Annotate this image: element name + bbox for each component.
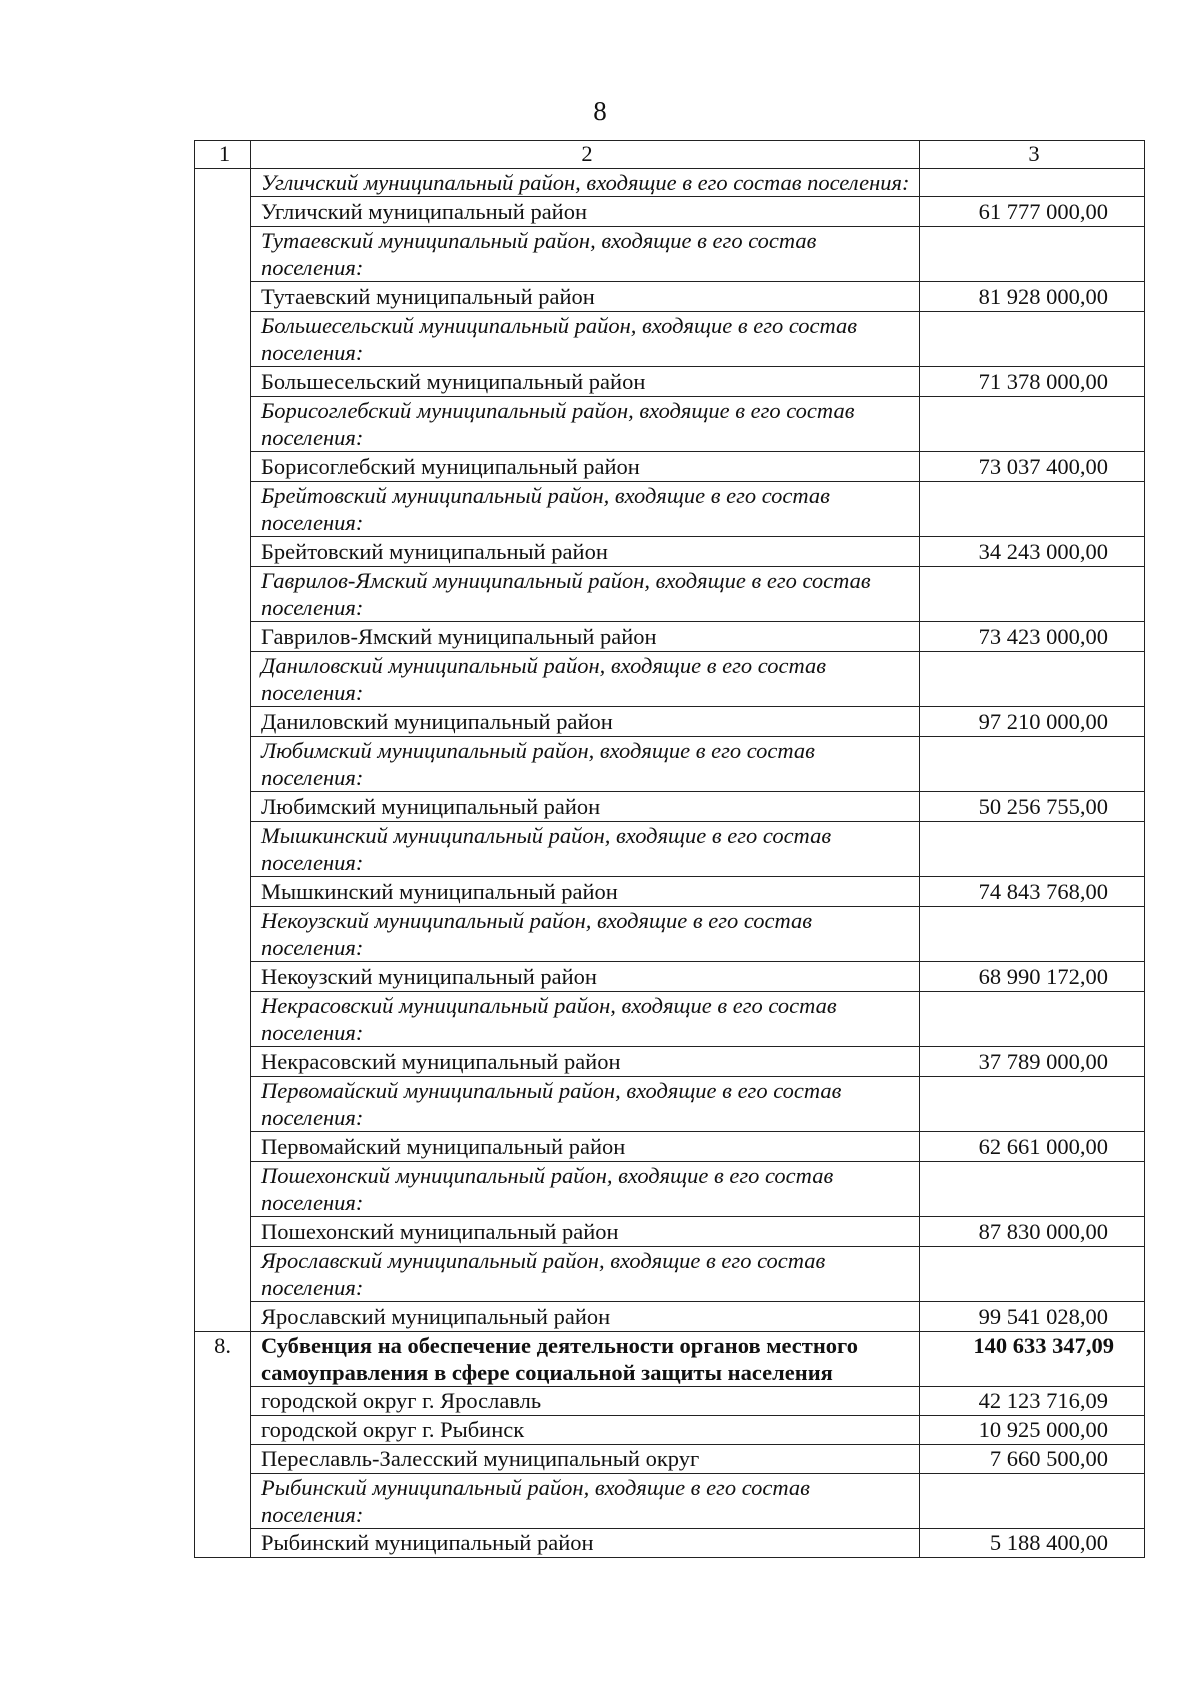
row-label: Мышкинский муниципальный район <box>251 877 920 907</box>
row-label: Переславль-Залесский муниципальный округ <box>251 1445 920 1474</box>
row-amount <box>920 1162 1145 1217</box>
table-row <box>195 1217 1145 1247</box>
table-row <box>195 452 1145 482</box>
page-number: 8 <box>593 96 607 126</box>
table-row <box>195 707 1145 737</box>
table-row <box>195 962 1145 992</box>
row-amount: 61 777 000,00 <box>920 197 1145 227</box>
row-amount: 97 210 000,00 <box>920 707 1145 737</box>
row-label: Некоузский муниципальный район <box>251 962 920 992</box>
row-label: Борисоглебский муниципальный район <box>251 452 920 482</box>
row-amount <box>920 992 1145 1047</box>
row-amount: 73 037 400,00 <box>920 452 1145 482</box>
row-label: Брейтовский муниципальный район, входящие в его состав поселения: <box>251 482 920 537</box>
row-label: Мышкинский муниципальный район, входящие в его состав поселения: <box>251 822 920 877</box>
row-number-cell <box>195 169 251 1332</box>
row-label: городской округ г. Ярославль <box>251 1387 920 1416</box>
section-total: 140 633 347,09 <box>920 1332 1145 1387</box>
row-amount <box>920 822 1145 877</box>
row-label: Брейтовский муниципальный район <box>251 537 920 567</box>
table-row <box>195 622 1145 652</box>
row-label: Тутаевский муниципальный район, входящие в его состав поселения: <box>251 227 920 282</box>
row-label: Ярославский муниципальный район, входящие в его состав поселения: <box>251 1247 920 1302</box>
table-row <box>195 792 1145 822</box>
row-label: Даниловский муниципальный район, входящие в его состав поселения: <box>251 652 920 707</box>
row-label: Гаврилов-Ямский муниципальный район, входящие в его состав поселения: <box>251 567 920 622</box>
table-row <box>195 1077 1145 1132</box>
row-label: Первомайский муниципальный район, входящие в его состав поселения: <box>251 1077 920 1132</box>
row-label: Большесельский муниципальный район <box>251 367 920 397</box>
table-row <box>195 227 1145 282</box>
section-number: 8. <box>214 1333 231 1358</box>
section-number-cell <box>195 1332 251 1558</box>
row-label: Некрасовский муниципальный район, входящие в его состав поселения: <box>251 992 920 1047</box>
row-amount <box>920 652 1145 707</box>
table-row <box>195 1416 1145 1445</box>
row-label: Пошехонский муниципальный район <box>251 1217 920 1247</box>
row-label: Любимский муниципальный район, входящие в его состав поселения: <box>251 737 920 792</box>
row-label: Пошехонский муниципальный район, входящие в его состав поселения: <box>251 1162 920 1217</box>
table-row <box>195 1445 1145 1474</box>
row-amount: 74 843 768,00 <box>920 877 1145 907</box>
row-amount: 87 830 000,00 <box>920 1217 1145 1247</box>
row-amount: 50 256 755,00 <box>920 792 1145 822</box>
table-row <box>195 1162 1145 1217</box>
row-label: Ярославский муниципальный район <box>251 1302 920 1332</box>
table-row <box>195 1474 1145 1529</box>
row-amount <box>920 737 1145 792</box>
row-amount: 71 378 000,00 <box>920 367 1145 397</box>
row-amount: 62 661 000,00 <box>920 1132 1145 1162</box>
row-label: Некоузский муниципальный район, входящие в его состав поселения: <box>251 907 920 962</box>
table-row <box>195 907 1145 962</box>
row-label: Первомайский муниципальный район <box>251 1132 920 1162</box>
table-row <box>195 1387 1145 1416</box>
column-header-1: 1 <box>195 141 251 169</box>
table-row <box>195 992 1145 1047</box>
row-amount: 99 541 028,00 <box>920 1302 1145 1332</box>
table-row <box>195 822 1145 877</box>
table-row <box>195 1247 1145 1302</box>
row-label: Гаврилов-Ямский муниципальный район <box>251 622 920 652</box>
budget-table <box>194 140 1145 1558</box>
table-row <box>195 652 1145 707</box>
row-amount <box>920 397 1145 452</box>
row-label: Некрасовский муниципальный район <box>251 1047 920 1077</box>
row-amount: 10 925 000,00 <box>920 1416 1145 1445</box>
table-row <box>195 1132 1145 1162</box>
table-row <box>195 169 1145 197</box>
row-amount <box>920 482 1145 537</box>
row-label: Тутаевский муниципальный район <box>251 282 920 312</box>
row-amount: 7 660 500,00 <box>920 1445 1145 1474</box>
table-row <box>195 282 1145 312</box>
table-row <box>195 397 1145 452</box>
row-amount <box>920 567 1145 622</box>
row-label: Даниловский муниципальный район <box>251 707 920 737</box>
row-amount: 34 243 000,00 <box>920 537 1145 567</box>
row-label: городской округ г. Рыбинск <box>251 1416 920 1445</box>
row-amount: 81 928 000,00 <box>920 282 1145 312</box>
row-label: Угличский муниципальный район, входящие в его состав поселения: <box>251 169 920 197</box>
row-label: Угличский муниципальный район <box>251 197 920 227</box>
row-amount <box>920 1474 1145 1529</box>
table-row <box>195 312 1145 367</box>
row-amount <box>920 1247 1145 1302</box>
row-amount <box>920 1077 1145 1132</box>
row-amount: 5 188 400,00 <box>920 1529 1145 1558</box>
table-row <box>195 367 1145 397</box>
row-label: Борисоглебский муниципальный район, входящие в его состав поселения: <box>251 397 920 452</box>
row-label: Большесельский муниципальный район, входящие в его состав поселения: <box>251 312 920 367</box>
section-row <box>195 1332 1145 1387</box>
row-amount: 73 423 000,00 <box>920 622 1145 652</box>
row-amount: 68 990 172,00 <box>920 962 1145 992</box>
table-row <box>195 1529 1145 1558</box>
table-row <box>195 537 1145 567</box>
row-amount <box>920 312 1145 367</box>
column-header-3: 3 <box>920 141 1145 169</box>
row-amount <box>920 169 1145 197</box>
table-header-row <box>195 141 1145 169</box>
table-row <box>195 877 1145 907</box>
row-label: Рыбинский муниципальный район <box>251 1529 920 1558</box>
table-row <box>195 737 1145 792</box>
row-label: Рыбинский муниципальный район, входящие в его состав поселения: <box>251 1474 920 1529</box>
table-row <box>195 197 1145 227</box>
row-label: Любимский муниципальный район <box>251 792 920 822</box>
section-title: Субвенция на обеспечение деятельности органов местного самоуправления в сфере социальной защиты населения <box>251 1332 920 1387</box>
row-amount: 37 789 000,00 <box>920 1047 1145 1077</box>
table-row <box>195 482 1145 537</box>
row-amount <box>920 907 1145 962</box>
row-amount: 42 123 716,09 <box>920 1387 1145 1416</box>
table-row <box>195 1047 1145 1077</box>
table-row <box>195 567 1145 622</box>
row-amount <box>920 227 1145 282</box>
table-row <box>195 1302 1145 1332</box>
column-header-2: 2 <box>251 141 920 169</box>
